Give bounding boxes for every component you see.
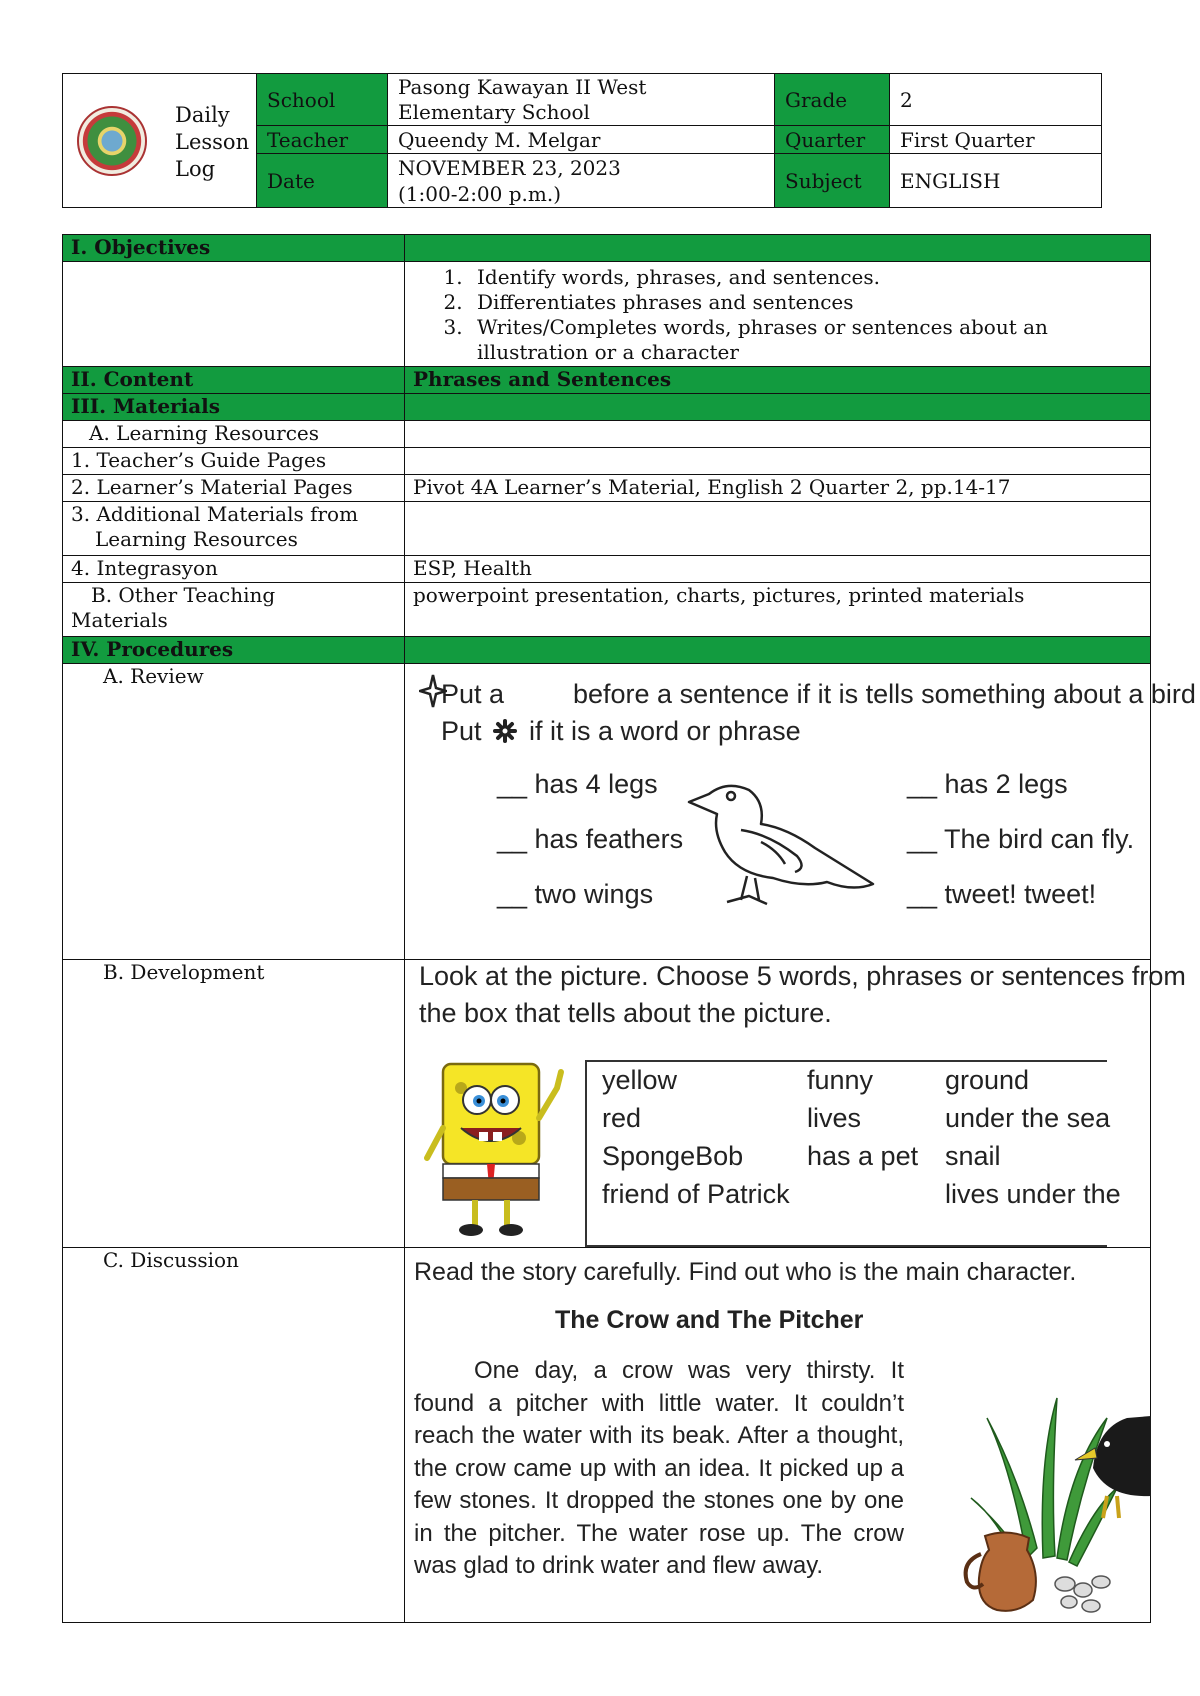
school-value: Pasong Kawayan II West Elementary School xyxy=(388,74,775,126)
development-label: B. Development xyxy=(63,960,405,1248)
date-label: Date xyxy=(257,154,388,208)
development-picture: Look at the picture. Choose 5 words, phrases or sentences from the box that tells about the picture. yellow red SpongeBob friend of Patrick funny lives has a pet ground under the sea snail lives under the xyxy=(405,960,1151,1248)
grade-value: 2 xyxy=(890,74,1102,126)
word-box-item: funny xyxy=(807,1065,874,1095)
review-label: A. Review xyxy=(63,664,405,960)
objective-item: 2. Differentiates phrases and sentences xyxy=(469,290,1142,315)
teachers-guide-label: 1. Teacher’s Guide Pages xyxy=(63,448,405,475)
spongebob-illustration xyxy=(421,1058,571,1238)
content-heading: II. Content xyxy=(63,367,405,394)
header-table xyxy=(62,73,1102,208)
lesson-log-title: Daily Lesson Log xyxy=(175,103,250,181)
discussion-instruction: Read the story carefully. Find out who is the main character. xyxy=(414,1258,1077,1286)
word-box-item: red xyxy=(602,1103,642,1133)
word-box-item: SpongeBob xyxy=(602,1141,744,1171)
procedures-heading: IV. Procedures xyxy=(63,637,405,664)
word-box-item: ground xyxy=(945,1065,1030,1095)
quarter-value: First Quarter xyxy=(890,126,1102,154)
school-logo xyxy=(77,106,147,176)
teacher-label: Teacher xyxy=(257,126,388,154)
discussion-picture xyxy=(405,1248,1151,1623)
word-box-item: snail xyxy=(945,1141,1001,1171)
school-label: School xyxy=(257,74,388,126)
word-box-item: lives xyxy=(807,1103,862,1133)
discussion-label: C. Discussion xyxy=(63,1248,405,1623)
logo-cell xyxy=(63,74,257,208)
other-materials-value: powerpoint presentation, charts, pictures, printed materials xyxy=(405,583,1151,637)
review-right-item: __ tweet! tweet! xyxy=(907,879,1097,909)
materials-heading: III. Materials xyxy=(63,394,405,421)
subject-label: Subject xyxy=(775,154,890,208)
integrasyon-label: 4. Integrasyon xyxy=(63,556,405,583)
bird-illustration xyxy=(677,772,877,912)
review-left-item: __ has 4 legs xyxy=(497,769,658,799)
review-picture: Put a before a sentence if it is tells something about a bird Put if it is a word or phrase __ has 4 legs __ has feathers __ two wings __ has 2 legs __ The bird can fly. __ tweet! tweet! xyxy=(405,664,1151,960)
subject-value: ENGLISH xyxy=(890,154,1102,208)
objective-item: 1. Identify words, phrases, and sentences. xyxy=(469,265,1142,290)
story-title: The Crow and The Pitcher xyxy=(555,1306,864,1334)
review-left-item: __ two wings xyxy=(497,879,654,909)
crow-and-pitcher-illustration xyxy=(957,1378,1151,1618)
additional-materials-label: 3. Additional Materials from Learning Resources xyxy=(63,502,405,556)
flower-icon xyxy=(493,719,517,743)
teacher-value: Queendy M. Melgar xyxy=(388,126,775,154)
grade-label: Grade xyxy=(775,74,890,126)
other-materials-label: B. Other Teaching Materials xyxy=(63,583,405,637)
review-right-item: __ has 2 legs xyxy=(907,769,1068,799)
objectives-list xyxy=(405,262,1151,367)
word-box-item: friend of Patrick xyxy=(602,1179,790,1209)
learning-resources-label: A. Learning Resources xyxy=(63,421,405,448)
objective-item: 3. Writes/Completes words, phrases or sentences about an illustration or a character xyxy=(469,315,1142,365)
learners-material-label: 2. Learner’s Material Pages xyxy=(63,475,405,502)
quarter-label: Quarter xyxy=(775,126,890,154)
date-value: NOVEMBER 23, 2023 (1:00-2:00 p.m.) xyxy=(388,154,775,208)
word-box-item: under the sea xyxy=(945,1103,1111,1133)
word-box-item: yellow xyxy=(602,1065,678,1095)
objectives-heading: I. Objectives xyxy=(63,235,405,262)
content-value: Phrases and Sentences xyxy=(405,367,1151,394)
story-text: One day, a crow was very thirsty. It found a pitcher with little water. It couldn’t reach the water with its beak. After a thought, the crow came up with an idea. It picked up a few stones. It dropped the stones one by one in the pitcher. The water rose up. The crow was glad to drink water and flew away. xyxy=(414,1357,904,1579)
review-left-item: __ has feathers xyxy=(497,824,684,854)
word-box-item: has a pet xyxy=(807,1141,919,1171)
integrasyon-value: ESP, Health xyxy=(405,556,1151,583)
learners-material-value: Pivot 4A Learner’s Material, English 2 Quarter 2, pp.14-17 xyxy=(405,475,1151,502)
review-right-item: __ The bird can fly. xyxy=(907,824,1135,854)
lesson-table xyxy=(62,234,1196,1623)
word-box-item: lives under the xyxy=(945,1179,1121,1209)
